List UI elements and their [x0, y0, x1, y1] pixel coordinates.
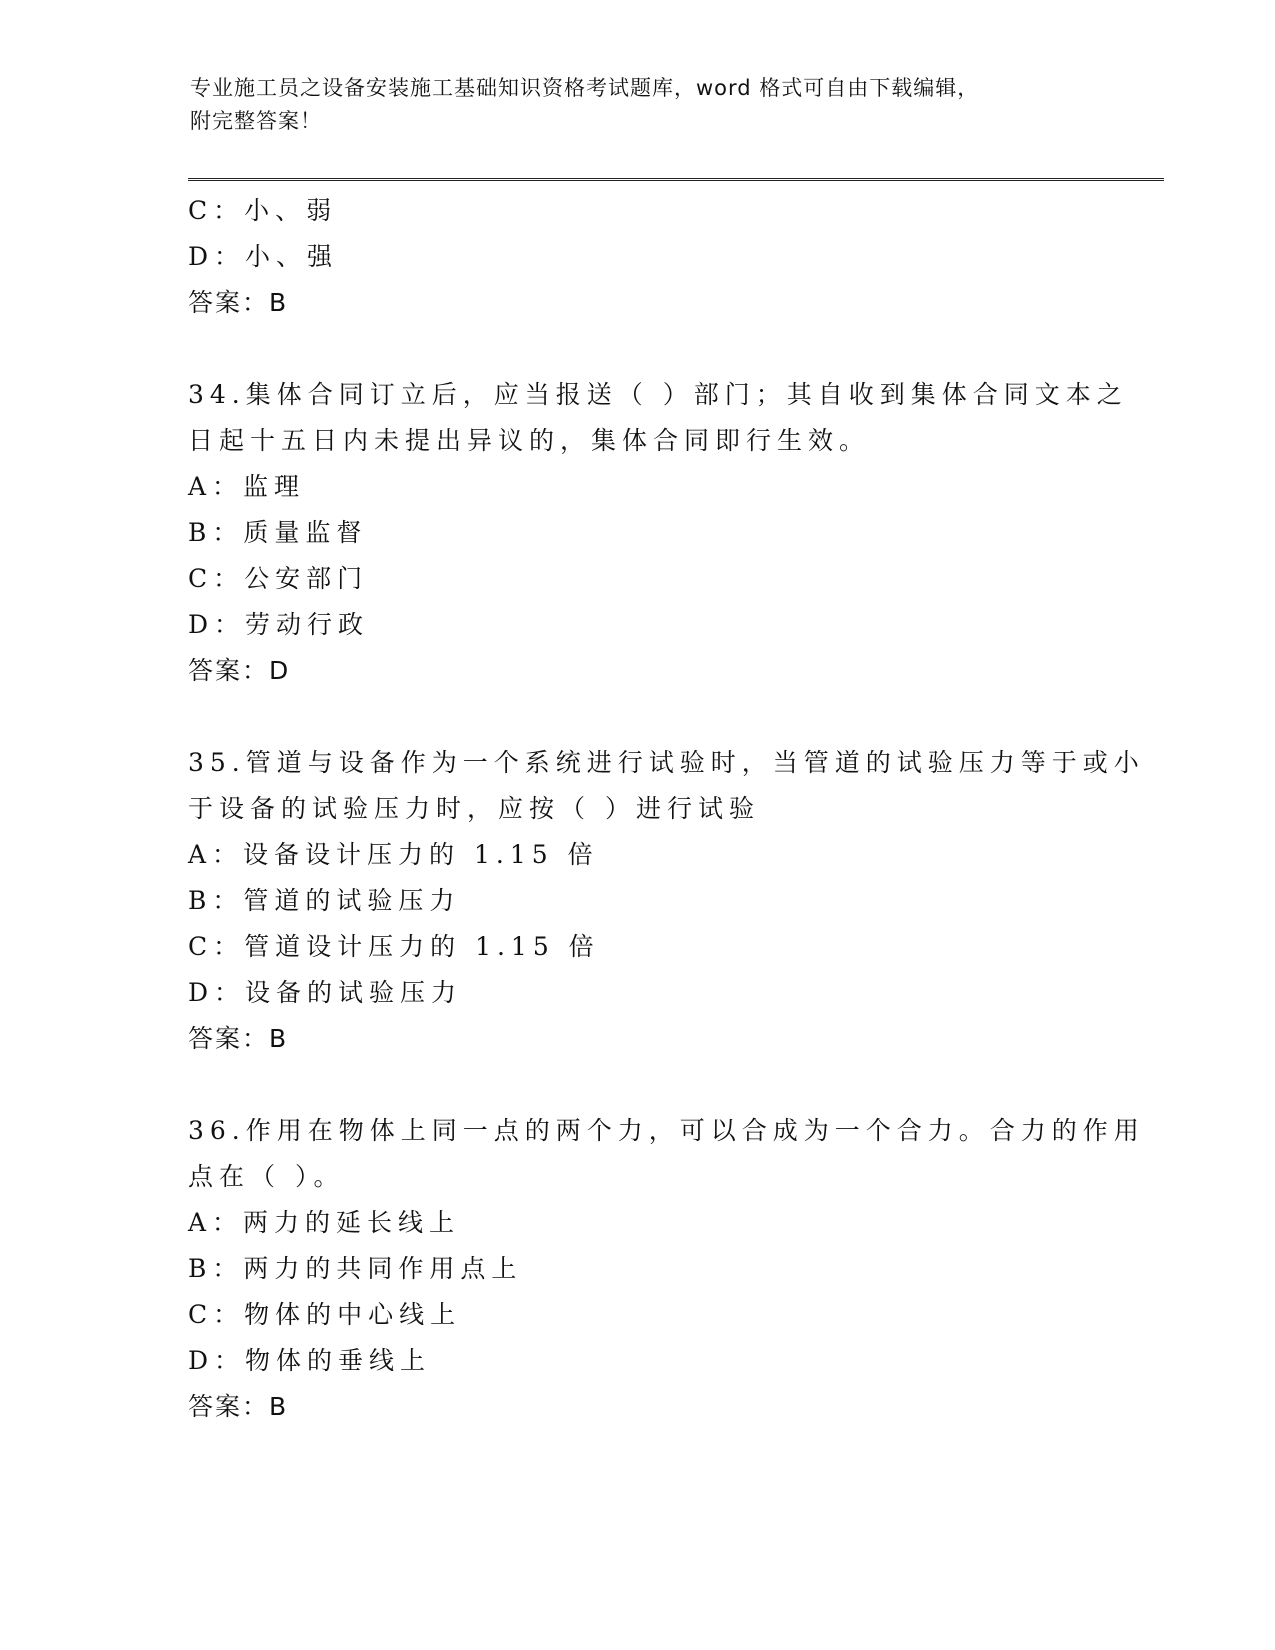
option-c: C：公安部门: [188, 564, 369, 593]
option-d: D：劳动行政: [188, 610, 370, 639]
question-text-line: 于设备的试验压力时，应按（ ）进行试验: [188, 794, 760, 823]
header-divider: [188, 178, 1164, 181]
question-block-36: [188, 1108, 1145, 1430]
option-d: D：小、强: [188, 242, 339, 271]
question-text-line: 点在（ ）。: [188, 1162, 345, 1191]
header-line-1: 专业施工员之设备安装施工基础知识资格考试题库，word 格式可自由下载编辑，: [190, 76, 980, 100]
option-a: A：设备设计压力的 1.15 倍: [188, 840, 599, 869]
option-b: B：两力的共同作用点上: [188, 1254, 523, 1283]
question-block-34: [188, 372, 1128, 694]
page-header: [190, 72, 1120, 138]
option-a: A：两力的延长线上: [188, 1208, 461, 1237]
option-c: C：管道设计压力的 1.15 倍: [188, 932, 600, 961]
question-block-35: [188, 740, 1145, 1062]
question-block-prev: [188, 188, 1088, 326]
option-d: D：设备的试验压力: [188, 978, 463, 1007]
question-text-line: 36.作用在物体上同一点的两个力，可以合成为一个合力。合力的作用: [188, 1116, 1145, 1145]
spacer: [188, 694, 1088, 740]
answer-line: 答案：B: [188, 288, 289, 317]
option-b: B：管道的试验压力: [188, 886, 461, 915]
option-b: B：质量监督: [188, 518, 368, 547]
answer-line: 答案：B: [188, 1024, 289, 1053]
option-a: A：监理: [188, 472, 306, 501]
option-c: C：物体的中心线上: [188, 1300, 462, 1329]
header-line-2: 附完整答案！: [190, 109, 322, 133]
answer-line: 答案：D: [188, 656, 291, 685]
spacer: [188, 326, 1088, 372]
document-body: [188, 188, 1145, 1430]
spacer: [188, 1062, 1088, 1108]
question-text-line: 日起十五日内未提出异议的，集体合同即行生效。: [188, 426, 871, 455]
option-c: C：小、弱: [188, 196, 338, 225]
question-text-line: 34.集体合同订立后，应当报送（ ）部门；其自收到集体合同文本之: [188, 380, 1128, 409]
question-text-line: 35.管道与设备作为一个系统进行试验时，当管道的试验压力等于或小: [188, 748, 1145, 777]
option-d: D：物体的垂线上: [188, 1346, 432, 1375]
answer-line: 答案：B: [188, 1392, 289, 1421]
